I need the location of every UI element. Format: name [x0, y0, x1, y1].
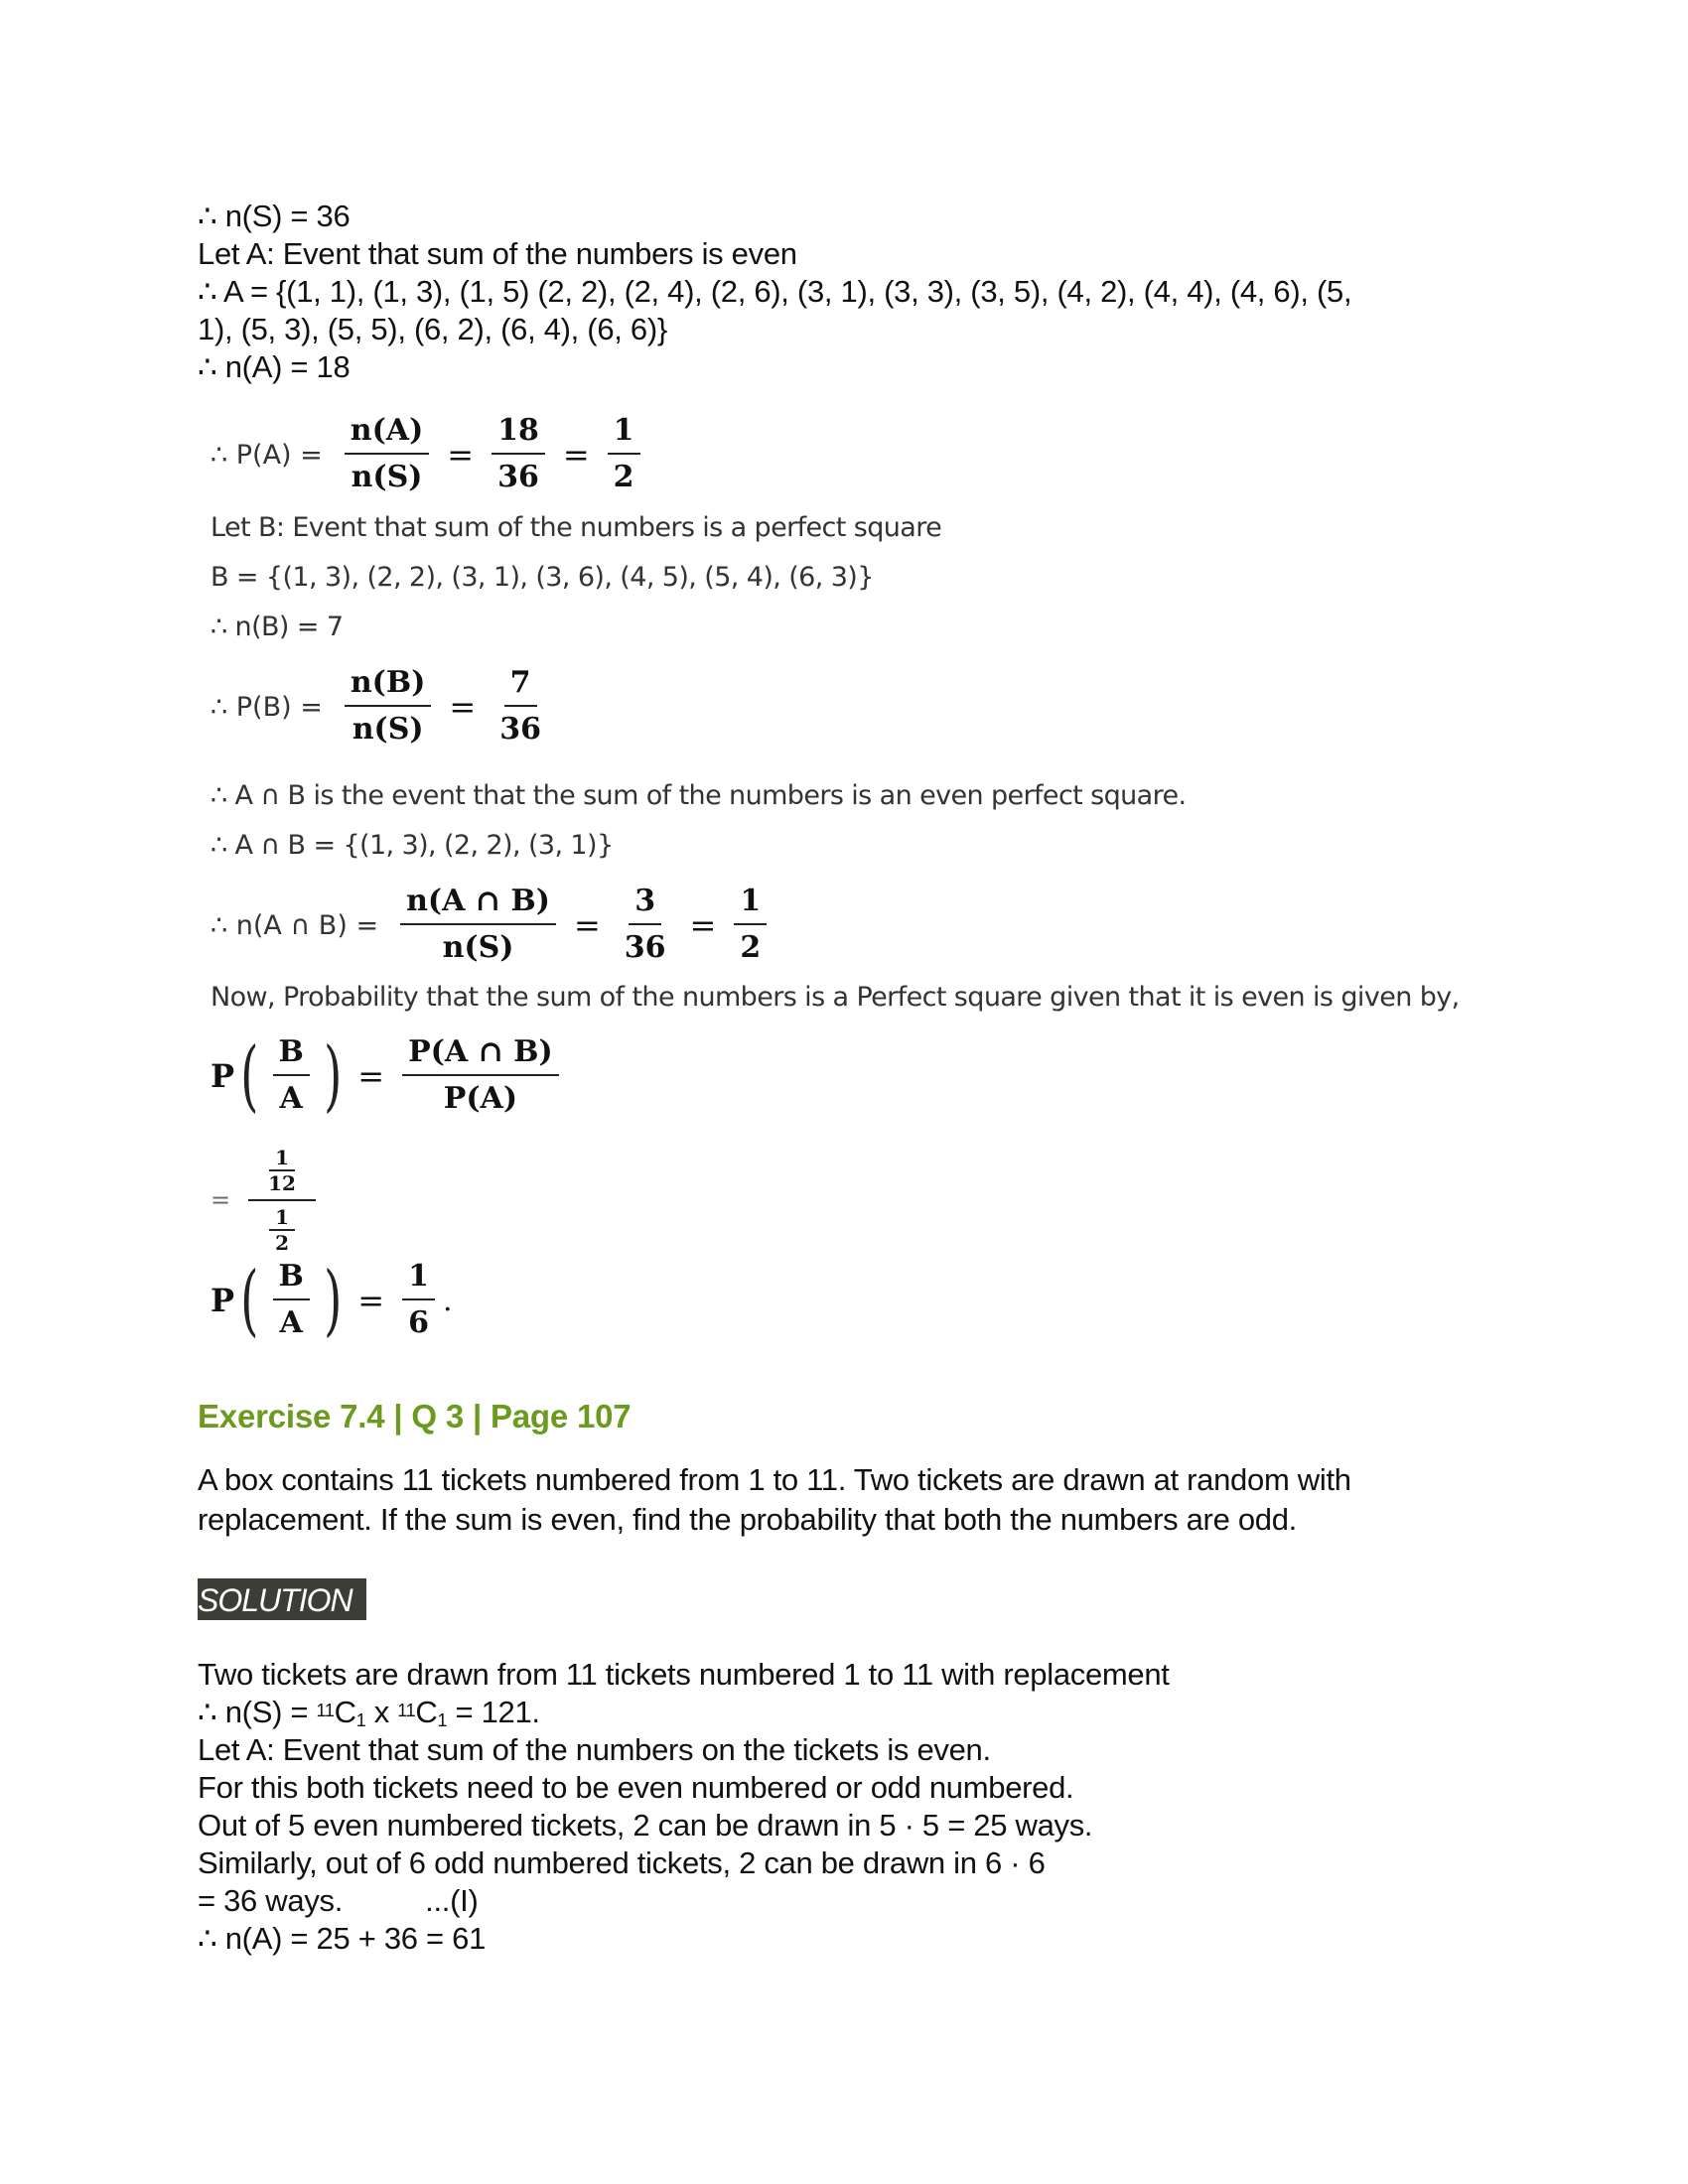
solution-line-3: Let A: Event that sum of the numbers on the tickets is even. — [198, 1732, 991, 1767]
exercise-heading: Exercise 7.4 | Q 3 | Page 107 — [198, 1398, 632, 1434]
fraction: $\frac{B}{A}$ — [273, 1255, 310, 1346]
result-equation: P ( $\frac{B}{A}$ ) = $\frac{1}{6}$ . — [211, 1256, 453, 1345]
solution-badge: SOLUTION — [198, 1578, 366, 1620]
fraction: $\frac{18}{36}$ — [492, 409, 545, 500]
nanb-label: ∴ n(A ∩ B) = — [211, 909, 379, 941]
pa-label: ∴ P(A) = — [211, 439, 323, 471]
anb-set: ∴ A ∩ B = {(1, 3), (2, 2), (3, 1)} — [211, 830, 614, 861]
fraction: $\frac{n(A)}{n(S)}$ — [345, 409, 429, 500]
question-line-1: A box contains 11 tickets numbered from 1 to 11. Two tickets are drawn at random with — [198, 1462, 1351, 1497]
set-b-line: B = {(1, 3), (2, 2), (3, 1), (3, 6), (4, 5), (5, 4), (6, 3)} — [211, 562, 874, 593]
fraction: $\frac{1}{6}$ — [402, 1255, 435, 1346]
ns-line: ∴ n(S) = 36 — [198, 199, 351, 233]
now-line: Now, Probability that the sum of the numbers is a Perfect square given that it is even is given by, — [211, 982, 1460, 1013]
anb-description: ∴ A ∩ B is the event that the sum of the numbers is an even perfect square. — [211, 780, 1187, 811]
solution-line-1: Two tickets are drawn from 11 tickets numbered 1 to 11 with replacement — [198, 1657, 1170, 1692]
fraction: $\frac{B}{A}$ — [273, 1030, 310, 1122]
solution-line-8: ∴ n(A) = 25 + 36 = 61 — [198, 1921, 487, 1956]
nb-line: ∴ n(B) = 7 — [211, 612, 344, 642]
set-a-line-1: ∴ A = {(1, 1), (1, 3), (1, 5) (2, 2), (2, 4), (2, 6), (3, 1), (3, 3), (3, 5), (4, 2), (4, 4), (4, 6), (5, — [198, 274, 1352, 309]
fraction: $\frac{P(A \cap B)}{P(A)}$ — [402, 1030, 559, 1122]
conditional-equation: P ( $\frac{B}{A}$ ) = $\frac{P(A \cap B)}{P(A)}$ — [211, 1030, 567, 1122]
compound-fraction: $\frac{\frac{1}{12}}{\frac{1}{2}}$ — [248, 1142, 316, 1259]
set-a-line-2: 1), (5, 3), (5, 5), (6, 2), (6, 4), (6, 6)} — [198, 312, 667, 346]
fraction: $\frac{n(B)}{n(S)}$ — [345, 661, 432, 752]
question-line-2: replacement. If the sum is even, find the probability that both the numbers are odd. — [198, 1502, 1297, 1537]
step2-equation: = $\frac{\frac{1}{12}}{\frac{1}{2}}$ — [211, 1142, 324, 1259]
na-line: ∴ n(A) = 18 — [198, 349, 351, 384]
fraction: $\frac{1}{2}$ — [734, 880, 767, 971]
solution-line-4: For this both tickets need to be even numbered or odd numbered. — [198, 1770, 1074, 1805]
fraction: $\frac{n(A \cap B)}{n(S)}$ — [400, 880, 556, 971]
fraction: $\frac{1}{2}$ — [608, 409, 640, 500]
fraction: $\frac{7}{36}$ — [493, 661, 547, 752]
solution-line-6: Similarly, out of 6 odd numbered tickets, 2 can be drawn in 6 · 6 — [198, 1845, 1046, 1880]
pb-label: ∴ P(B) = — [211, 691, 323, 723]
let-b-line: Let B: Event that sum of the numbers is a perfect square — [211, 512, 942, 543]
nanb-equation: ∴ n(A ∩ B) = $\frac{n(A \cap B)}{n(S)}$ = $\frac{3}{36}$ = $\frac{1}{2}$ — [211, 880, 774, 971]
pb-equation: ∴ P(B) = $\frac{n(B)}{n(S)}$ = $\frac{7}{36}$ — [211, 661, 555, 752]
solution-line-5: Out of 5 even numbered tickets, 2 can be drawn in 5 · 5 = 25 ways. — [198, 1808, 1093, 1843]
fraction: $\frac{3}{36}$ — [619, 880, 672, 971]
pa-equation: ∴ P(A) = $\frac{n(A)}{n(S)}$ = $\frac{18}{36}$ = $\frac{1}{2}$ — [211, 409, 648, 500]
let-a-line: Let A: Event that sum of the numbers is even — [198, 236, 797, 271]
solution-ns-line: ∴ $n(S) = ^{11}C_1$ x $^{11}C_1 = 121$. — [198, 1695, 540, 1730]
solution-line-7: = 36 ways. ...(I) — [198, 1883, 479, 1918]
